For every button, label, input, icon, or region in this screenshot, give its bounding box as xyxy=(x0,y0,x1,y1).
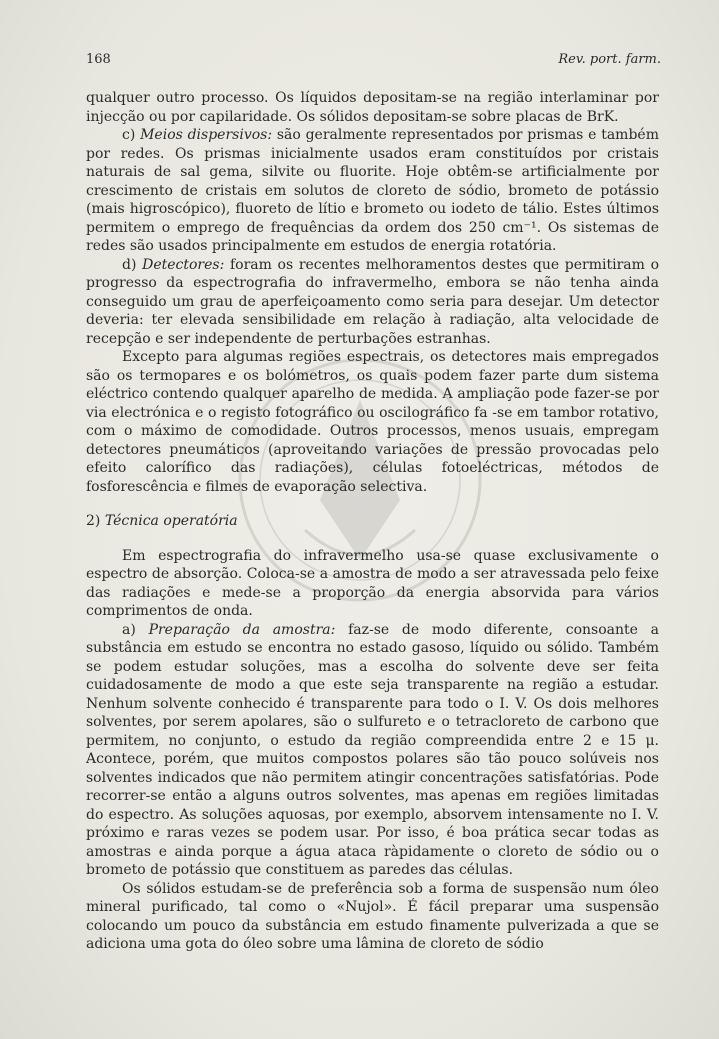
item-label: d) xyxy=(122,256,143,273)
item-heading: Preparação da amostra: xyxy=(148,621,336,638)
paragraph-text: faz-se de modo diferente, consoante a substância em estudo se encontra no estado gasoso, líquido ou sólido. Também se podem estudar soluções, mas a escolha do solvente deve ser feita cuidadosamente de modo a que este seja transparente na região a estudar. Nenhum solvente conhecido é transparente para todo o I. V. Os dois melhores solventes, por serem apolares, são o sulfureto e o tetracloreto de carbono que permitem, no conjunto, o estudo da região compreendida entre 2 e 15 μ. Acontece, porém, que muitos compostos polares são tão pouco solúveis nos solventes indicados que não permitem atingir concentrações satisfatórias. Pode recorrer-se então a alguns outros solventes, mas apenas em regiões limitadas do espectro. As soluções aquosas, por exemplo, absorvem intensamente no I. V. próximo e raras vezes se podem usar. Por isso, é boa prática secar todas as amostras e ainda porque a água ataca ràpidamente o cloreto de sódio ou o brometo de potássio que constituem as paredes das células. xyxy=(86,621,660,878)
paragraph-text: são geralmente representados por prismas e também por redes. Os prismas inicialmente usados eram constituídos por cristais naturais de sal gema, silvite ou fluorite. Hoje obtêm-se artificialmente por crescimento de cristais em solutos de cloreto de sódio, brometo de potássio (mais higroscópico), fluoreto de lítio e brometo ou iodeto de tálio. Estes últimos permitem o emprego de frequências da ordem dos 250 cm⁻¹. Os sistemas de redes são usados principalmente em estudos de energia rotatória. xyxy=(86,127,659,254)
paragraph: qualquer outro processo. Os líquidos depositam-se na região interlaminar por injecção ou por capilaridade. Os sólidos depositam-se sobre placas de BrK. xyxy=(86,90,659,125)
item-label: a) xyxy=(122,621,149,638)
paragraph: Em espectrografia do infravermelho usa-se quase exclusivamente o espectro de absorção. Coloca-se a amostra de modo a ser atravessada pelo feixe das radiações e mede-se a proporção da energia absorvida para vários comprimentos de onda. xyxy=(86,547,659,619)
item-heading: Detectores: xyxy=(142,256,225,273)
paragraph-detectores xyxy=(86,256,659,349)
section-heading xyxy=(86,512,659,531)
paragraph: Os sólidos estudam-se de preferência sob a forma de suspensão num óleo mineral purificado, tal como o «Nujol». É fácil preparar uma suspensão colocando um pouco da substância em estudo finamente pulverizada a que se adiciona uma gota do óleo sobre uma lâmina de cloreto de sódio xyxy=(86,880,659,952)
text-body xyxy=(86,89,659,954)
page-header xyxy=(86,52,661,72)
item-label: c) xyxy=(122,127,141,143)
running-title: Rev. port. farm. xyxy=(558,52,661,67)
paragraph: Excepto para algumas regiões espectrais, os detectores mais empregados são os termopares e os bolómetros, os quais podem fazer parte dum sistema eléctrico contendo qualquer aparelho de medida. A ampliação pode fazer-se por via electrónica e o registo fotográfico ou oscilográfico fa -se em tambor rotativo, com o máximo de comodidade. Outros processos, menos usuais, empregam detectores pneumáticos (aproveitando variações de pressão provocadas pelo efeito calorífico das radiações), células fotoeléctricas, métodos de fosforescência e filmes de evaporação selectiva. xyxy=(86,349,659,495)
section-number: 2) xyxy=(86,513,105,529)
page-number: 168 xyxy=(86,52,111,67)
paragraph-meios-dispersivos xyxy=(86,126,659,256)
paragraph-text: foram os recentes melhoramentos destes que permitiram o progresso da espectrografia do infravermelho, embora se não tenha ainda conseguido um grau de aperfeiçoamento como seria para desejar. Um detector deveria: ter elevada sensibilidade em relação à radiação, alta velocidade de recepção e ser independente de perturbações estranhas. xyxy=(86,256,660,347)
item-heading: Meios dispersivos: xyxy=(140,127,273,143)
section-title: Técnica operatória xyxy=(104,513,238,529)
paragraph-preparacao xyxy=(86,621,659,880)
